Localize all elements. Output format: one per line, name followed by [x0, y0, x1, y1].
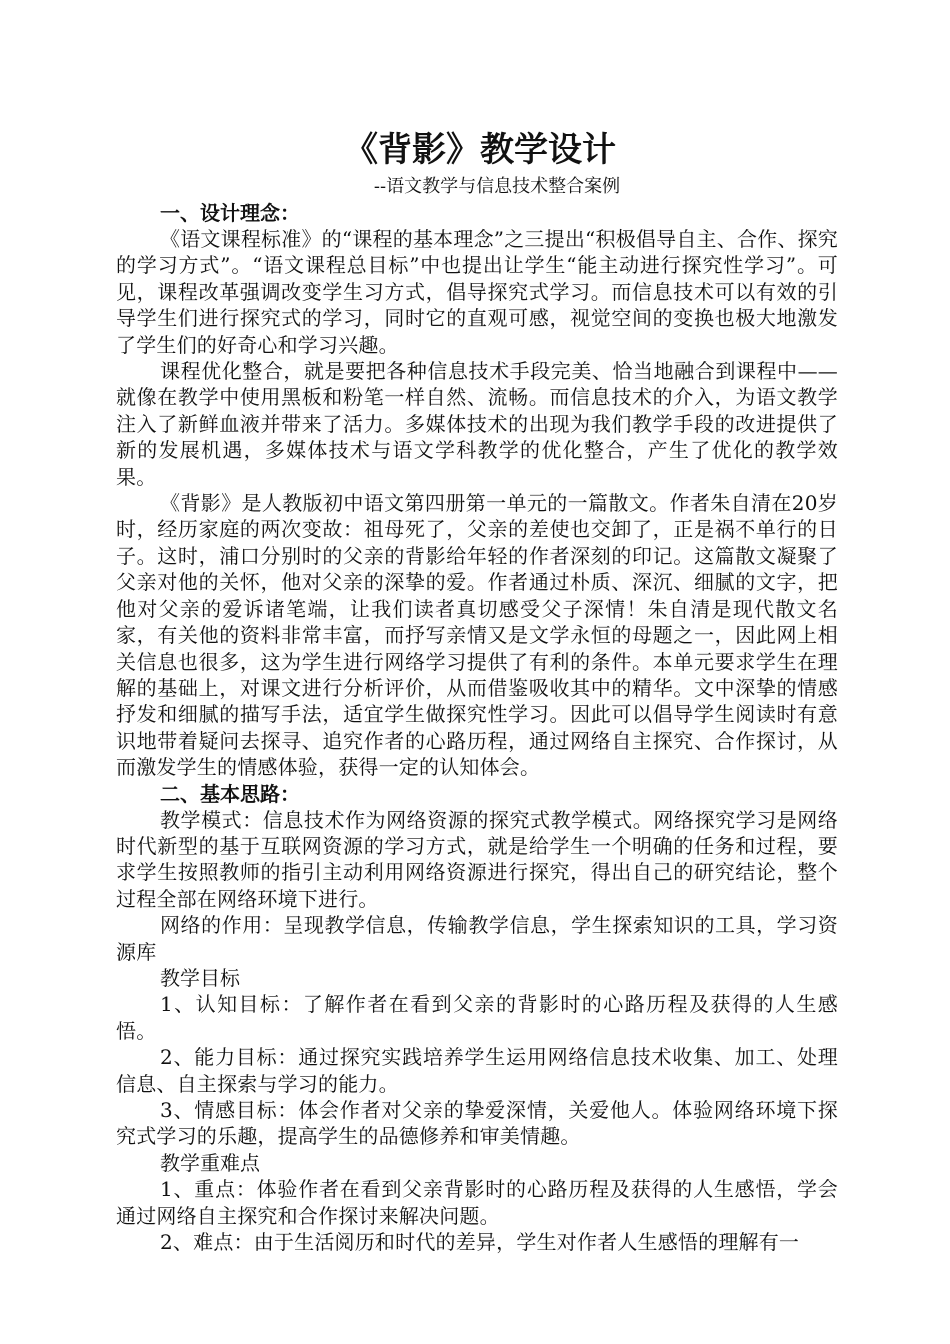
document-page [116, 128, 838, 1255]
document-title: 《背影》教学设计 [344, 130, 616, 170]
goal-item: 1、认知目标：了解作者在看到父亲的背影时的心路历程及获得的人生感悟。 [116, 992, 838, 1043]
section-heading-basic-approach: 二、基本思路： [160, 781, 300, 806]
paragraph: 课程优化整合，就是要把各种信息技术手段完美、恰当地融合到课程中——就像在教学中使用黑板和粉笔一样自然、流畅。而信息技术的介入，为语文教学注入了新鲜血液并带来了活力。多媒体技术的出现为我们教学手段的改进提供了新的发展机遇，多媒体技术与语文学科教学的优化整合，产生了优化的教学效果。 [116, 359, 838, 489]
paragraph: 《语文课程标准》的“课程的基本理念”之三提出“积极倡导自主、合作、探究的学习方式”。“语文课程总目标”中也提出让学生“能主动进行探究性学习”。可见，课程改革强调改变学生习方式，倡导探究式学习。而信息技术可以有效的引导学生们进行探究式的学习，同时它的直观可感，视觉空间的变换也极大地激发了学生们的好奇心和学习兴趣。 [116, 227, 838, 357]
paragraph: 《背影》是人教版初中语文第四册第一单元的一篇散文。作者朱自清在20岁时，经历家庭的两次变故：祖母死了，父亲的差使也交卸了，正是祸不单行的日子。这时，浦口分别时的父亲的背影给年轻的作者深刻的印记。这篇散文凝聚了父亲对他的关怀，他对父亲的深挚的爱。作者通过朴质、深沉、细腻的文字，把他对父亲的爱诉诸笔端，让我们读者真切感受父子深情！朱自清是现代散文名家，有关他的资料非常丰富，而抒写亲情又是文学永恒的母题之一，因此网上相关信息也很多，这为学生进行网络学习提供了有利的条件。本单元要求学生在理解的基础上，对课文进行分析评价，从而借鉴吸收其中的精华。文中深挚的情感抒发和细腻的描写手法，适宜学生做探究性学习。因此可以倡导学生阅读时有意识地带着疑问去探寻、追究作者的心路历程，通过网络自主探究、合作探讨，从而激发学生的情感体验，获得一定的认知体会。 [116, 491, 838, 780]
subheading-teaching-goals: 教学目标 [160, 965, 240, 990]
subheading-key-difficulties: 教学重难点 [160, 1150, 260, 1175]
paragraph-teaching-mode: 教学模式：信息技术作为网络资源的探究式教学模式。网络探究学习是网络时代新型的基于互联网资源的学习方式，就是给学生一个明确的任务和过程，要求学生按照教师的指引主动利用网络资源进行探究，得出自己的研究结论，整个过程全部在网络环境下进行。 [116, 807, 838, 911]
difficulty-item: 1、重点：体验作者在看到父亲背影时的心路历程及获得的人生感悟，学会通过网络自主探究和合作探讨来解决问题。 [116, 1177, 838, 1228]
section-heading-design-concept: 一、设计理念： [160, 201, 300, 225]
difficulty-item: 2、难点：由于生活阅历和时代的差异，学生对作者人生感悟的理解有一 [160, 1230, 800, 1255]
document-subtitle: --语文教学与信息技术整合案例 [373, 176, 621, 197]
goal-item: 3、情感目标：体会作者对父亲的挚爱深情，关爱他人。体验网络环境下探究式学习的乐趣，提高学生的品德修养和审美情趣。 [116, 1098, 838, 1149]
paragraph-network-role: 网络的作用：呈现教学信息，传输教学信息，学生探索知识的工具，学习资源库 [116, 913, 838, 964]
goal-item: 2、能力目标：通过探究实践培养学生运用网络信息技术收集、加工、处理信息、自主探索与学习的能力。 [116, 1045, 838, 1096]
